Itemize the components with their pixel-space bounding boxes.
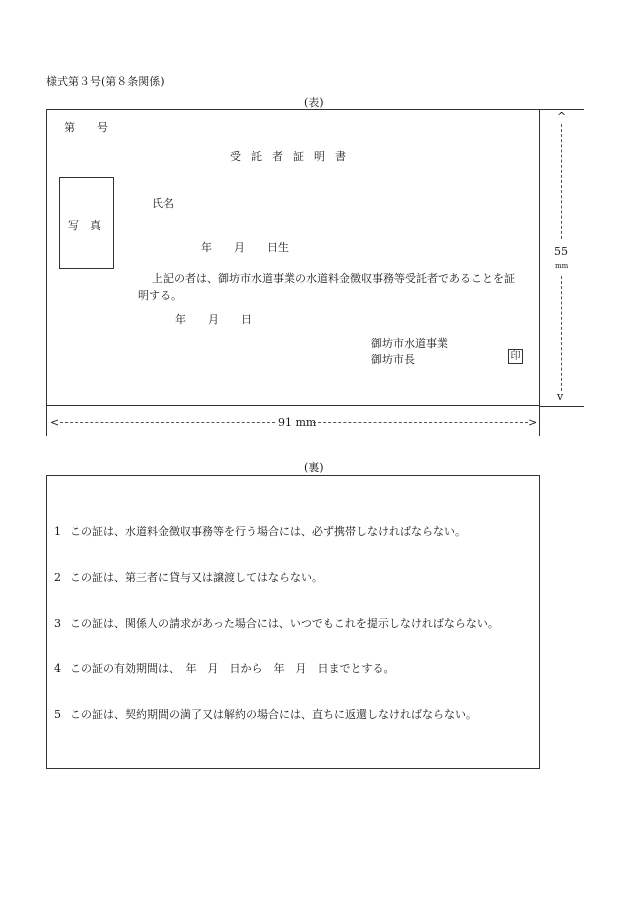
certificate-title: 受託者証明書	[230, 150, 356, 163]
back-item-1	[54, 523, 466, 539]
back-item-number: 5	[54, 708, 61, 721]
width-extension-right	[539, 406, 540, 436]
back-item-text: この証は、契約期間の満了又は解約の場合には、直ちに返還しなければならない。	[70, 708, 477, 721]
statement-line-2: 明する。	[138, 289, 182, 302]
back-item-text: この証は、関係人の請求があった場合には、いつでもこれを提示しなければならない。	[70, 617, 499, 630]
arrow-left-icon: <	[50, 416, 60, 429]
height-value: 55	[554, 245, 568, 258]
back-item-number: 1	[54, 525, 61, 538]
name-label: 氏名	[152, 197, 174, 210]
issue-date-line: 年 月 日	[175, 313, 252, 326]
height-dimension-line-bottom	[561, 276, 562, 391]
back-item-text: この証は、第三者に貸与又は譲渡してはならない。	[70, 571, 323, 584]
back-side-label: (裏)	[304, 461, 324, 474]
issuer-organization: 御坊市水道事業	[371, 337, 448, 350]
back-item-4	[54, 660, 395, 676]
arrow-right-icon: >	[528, 416, 538, 429]
width-label: 91 mm	[278, 416, 317, 429]
back-item-3	[54, 615, 499, 631]
width-extension-left	[46, 406, 47, 436]
seal-stamp-icon: 印	[508, 349, 523, 364]
form-label: 様式第３号(第８条関係)	[46, 75, 165, 88]
width-dimension-line-left	[60, 422, 275, 423]
back-item-text: この証は、水道料金徴収事務等を行う場合には、必ず携帯しなければならない。	[70, 525, 466, 538]
photo-label: 写 真	[68, 219, 101, 232]
back-item-number: 2	[54, 571, 61, 584]
arrow-up-icon: ^	[557, 110, 567, 123]
certificate-number-line: 第 号	[64, 121, 108, 134]
width-dimension-line-right	[313, 422, 528, 423]
height-unit: mm	[555, 262, 569, 270]
back-item-5	[54, 706, 477, 722]
arrow-down-icon: v	[557, 390, 564, 403]
back-item-text: この証の有効期間は、 年 月 日から 年 月 日までとする。	[70, 662, 395, 675]
back-item-number: 4	[54, 662, 61, 675]
front-side-label: (表)	[304, 96, 324, 109]
statement-line-1: 上記の者は、御坊市水道事業の水道料金徴収事務等受託者であることを証	[152, 272, 515, 285]
issuer-title: 御坊市長	[371, 353, 415, 366]
back-item-number: 3	[54, 617, 61, 630]
height-dimension-line-top	[561, 124, 562, 239]
birth-date-line: 年 月 日生	[201, 241, 289, 254]
height-extension-bottom	[540, 406, 584, 407]
back-item-2	[54, 569, 323, 585]
